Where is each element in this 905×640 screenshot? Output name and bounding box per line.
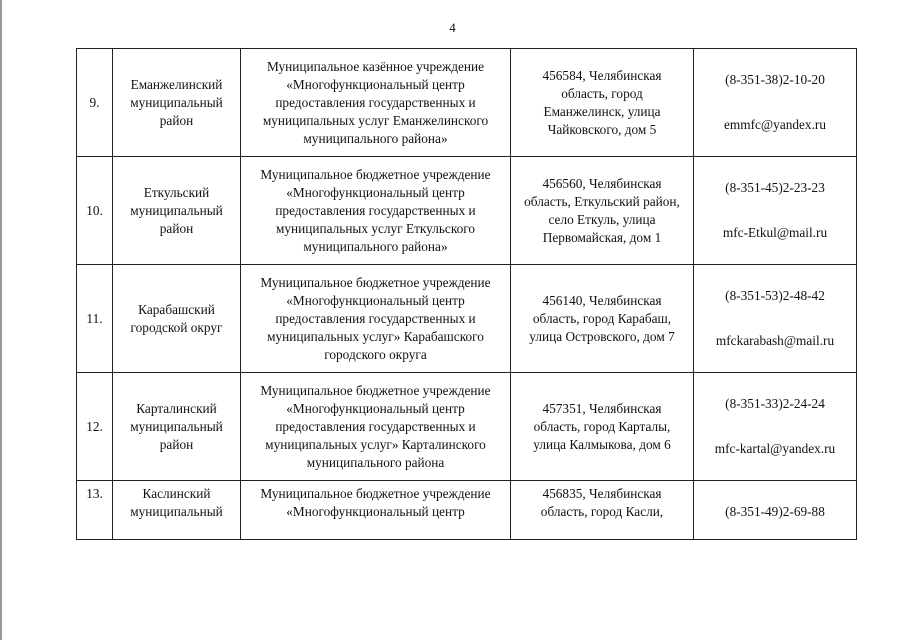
contact-email: emmfc@yandex.ru	[724, 117, 826, 132]
district-name: Карабашский городской округ	[113, 265, 241, 373]
contact-phone: (8-351-49)2-69-88	[725, 504, 825, 519]
district-name: Еманжелинский муниципальный район	[113, 49, 241, 157]
table-row	[77, 265, 857, 373]
page-left-edge	[0, 0, 2, 640]
institution-address: 456140, Челябинская область, город Карабаш, улица Островского, дом 7	[511, 265, 694, 373]
district-name: Карталинский муниципальный район	[113, 373, 241, 481]
institution-address: 457351, Челябинская область, город Карталы, улица Калмыкова, дом 6	[511, 373, 694, 481]
institution-name: Муниципальное бюджетное учреждение «Многофункциональный центр	[241, 481, 511, 540]
institution-name: Муниципальное бюджетное учреждение «Многофункциональный центр предоставления государственных и муниципальных услуг Еткульского муниципального района»	[241, 157, 511, 265]
institution-name: Муниципальное бюджетное учреждение «Многофункциональный центр предоставления государственных и муниципальных услуг» Карталинского муниципального района	[241, 373, 511, 481]
contact-phone: (8-351-38)2-10-20	[725, 72, 825, 87]
contacts-cell	[694, 265, 857, 373]
page-number: 4	[449, 20, 456, 35]
institution-name: Муниципальное бюджетное учреждение «Многофункциональный центр предоставления государственных и муниципальных услуг» Карабашского городского округа	[241, 265, 511, 373]
row-number: 13.	[77, 481, 113, 540]
mfc-registry-table	[76, 48, 857, 540]
contacts-cell	[694, 49, 857, 157]
contacts-cell	[694, 157, 857, 265]
contacts-cell	[694, 373, 857, 481]
institution-address: 456835, Челябинская область, город Касли,	[511, 481, 694, 540]
contact-email: mfc-kartal@yandex.ru	[714, 441, 836, 456]
contact-phone: (8-351-53)2-48-42	[725, 288, 825, 303]
contact-phone: (8-351-45)2-23-23	[725, 180, 825, 195]
district-name: Еткульский муниципальный район	[113, 157, 241, 265]
contact-phone: (8-351-33)2-24-24	[725, 396, 825, 411]
district-name: Каслинский муниципальный	[113, 481, 241, 540]
institution-name: Муниципальное казённое учреждение «Многофункциональный центр предоставления государственных и муниципальных услуг Еманжелинского муниципального района»	[241, 49, 511, 157]
institution-address: 456584, Челябинская область, город Еманжелинск, улица Чайковского, дом 5	[511, 49, 694, 157]
row-number: 9.	[77, 49, 113, 157]
institution-address: 456560, Челябинская область, Еткульский район, село Еткуль, улица Первомайская, дом 1	[511, 157, 694, 265]
contact-email: mfc-Etkul@mail.ru	[722, 225, 828, 240]
table-row	[77, 481, 857, 540]
row-number: 10.	[77, 157, 113, 265]
table-row	[77, 49, 857, 157]
table-row	[77, 157, 857, 265]
row-number: 11.	[77, 265, 113, 373]
contact-email: mfckarabash@mail.ru	[715, 333, 835, 348]
contacts-cell	[694, 481, 857, 540]
table-row	[77, 373, 857, 481]
row-number: 12.	[77, 373, 113, 481]
